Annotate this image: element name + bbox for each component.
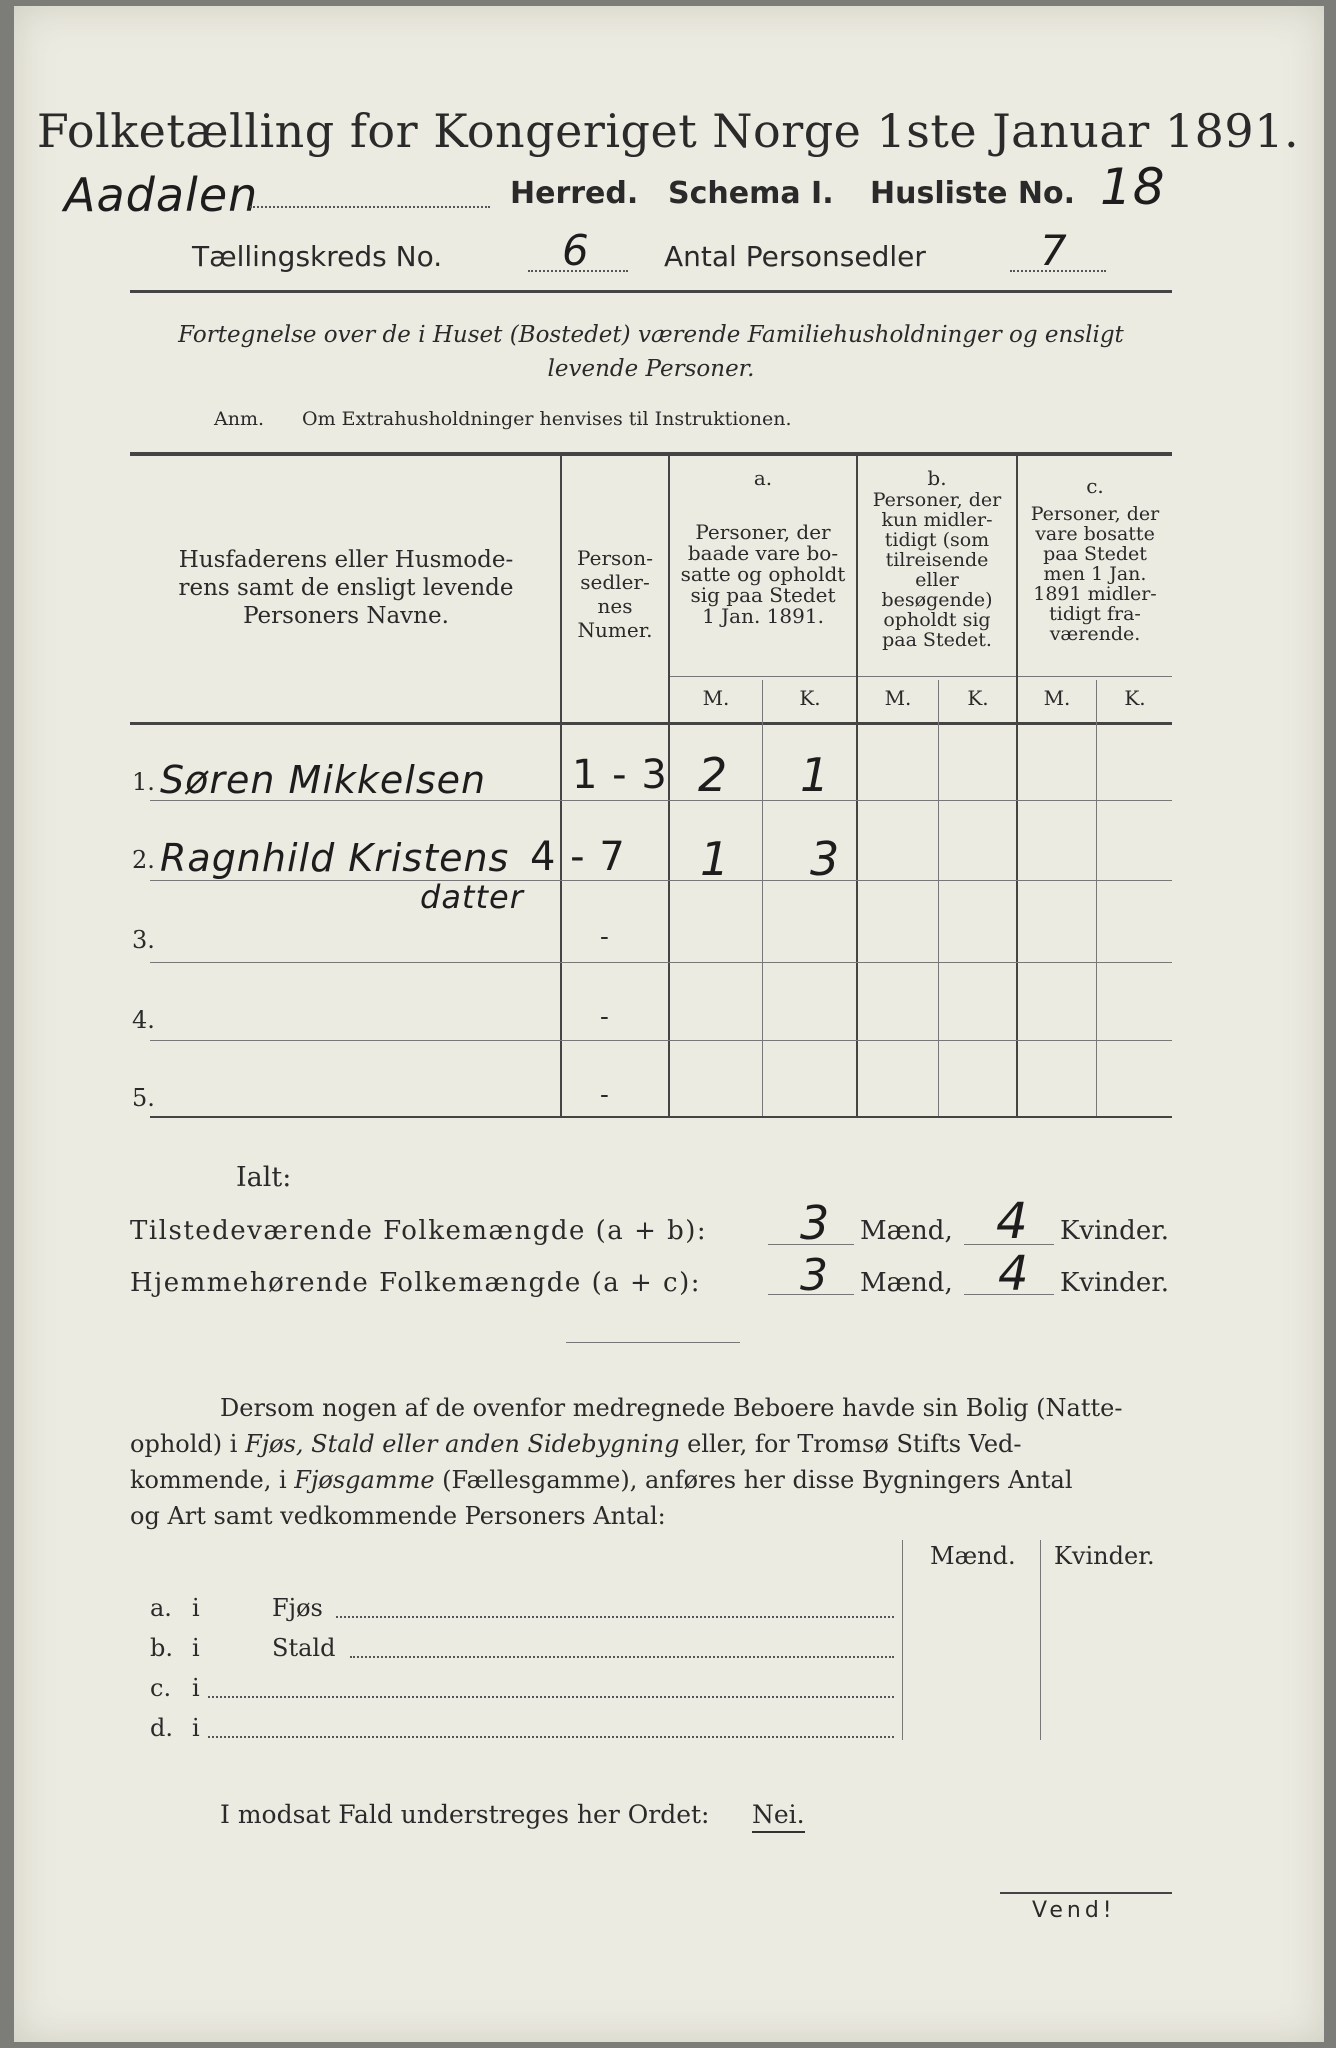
row-name: Søren Mikkelsen — [160, 758, 487, 802]
hjemme-kvinder-value: 4 — [998, 1246, 1030, 1302]
col-header-a-line: satte og opholdt — [680, 562, 846, 586]
antal-label: Antal Personsedler — [664, 240, 926, 273]
col-divider-a-mk — [762, 680, 763, 1116]
col-divider-c-mk — [1096, 680, 1097, 1116]
anm-text: Om Extrahusholdninger henvises til Instruktionen. — [302, 408, 792, 430]
notice-item-dots — [350, 1656, 894, 1658]
col-header-names-line: rens samt de ensligt levende — [178, 575, 514, 601]
col-header-c-line: Personer, der — [1030, 503, 1160, 525]
herred-label: Herred. — [510, 176, 639, 211]
col-header-names-line: Personers Navne. — [243, 603, 449, 629]
tilstede-kvinder-label: Kvinder. — [1060, 1216, 1170, 1246]
row-numer: - — [600, 1002, 609, 1032]
col-header-a — [670, 522, 856, 627]
notice-item-i: i — [192, 1714, 200, 1742]
row-numer: - — [600, 1080, 609, 1110]
hjemme-maend-value: 3 — [800, 1250, 829, 1301]
notice-text-italic: Fjøs, Stald eller anden Sidebygning — [245, 1430, 680, 1458]
col-c-k: K. — [1124, 686, 1146, 710]
notice-item-letter: a. — [150, 1594, 172, 1622]
notice-text: (Fællesgamme), anføres her disse Bygningers Antal — [434, 1466, 1073, 1494]
notice-item-i: i — [192, 1634, 200, 1662]
mk-subheader-rule — [668, 676, 1172, 677]
hjemme-kvinder-line — [964, 1294, 1054, 1295]
antal-number: 7 — [1040, 226, 1068, 275]
col-header-b-line: opholdt sig — [883, 609, 991, 631]
row-number: 1. — [132, 768, 155, 796]
hjemme-maend-line — [768, 1294, 854, 1295]
col-header-names — [140, 546, 552, 630]
notice-text: eller, for Tromsø Stifts Ved- — [679, 1430, 1022, 1458]
col-header-c — [1018, 504, 1172, 644]
tilstede-kvinder-value: 4 — [996, 1192, 1029, 1250]
col-a-k: K. — [799, 686, 821, 710]
row-number: 2. — [132, 846, 155, 874]
notice-item-dots — [208, 1696, 894, 1698]
col-header-b-line: Personer, der — [872, 489, 1002, 511]
row-a-m: 2 — [698, 748, 729, 802]
husliste-label: Husliste No. — [870, 176, 1075, 211]
col-header-b — [858, 490, 1016, 650]
herred-handwritten: Aadalen — [64, 168, 259, 222]
notice-text-italic: Fjøsgamme — [294, 1466, 435, 1494]
row-number: 3. — [132, 926, 155, 954]
tilstede-kvinder-line — [964, 1244, 1054, 1245]
notice-item-letter: c. — [150, 1674, 172, 1702]
col-header-c-line: tidigt fra- — [1049, 603, 1141, 625]
col-header-c-line: værende. — [1049, 623, 1141, 645]
row-a-m: 1 — [700, 832, 731, 886]
col-header-c-line: men 1 Jan. — [1043, 563, 1147, 585]
tilstede-maend-label: Mænd, — [860, 1216, 953, 1246]
vend-rule — [1000, 1892, 1172, 1894]
notice-col-divider-2 — [1040, 1540, 1041, 1740]
row-numer: 4 - 7 — [530, 834, 626, 880]
col-header-a-letter: a. — [753, 466, 773, 490]
notice-item-dots — [208, 1736, 894, 1738]
col-header-numer-line: Numer. — [577, 618, 653, 642]
section-separator — [566, 1342, 740, 1343]
col-b-m: M. — [884, 686, 912, 710]
vend-label: Vend! — [1032, 1898, 1116, 1923]
col-header-b-line: eller — [915, 569, 959, 591]
col-header-numer-line: Person- — [577, 546, 653, 570]
header-divider — [130, 290, 1172, 293]
col-header-a-line: sig paa Stedet — [690, 583, 836, 607]
col-divider-b-mk — [938, 680, 939, 1116]
notice-text: kommende, i — [130, 1466, 295, 1494]
notice-item-i: i — [192, 1674, 200, 1702]
col-header-a-line: baade vare bo- — [687, 541, 839, 565]
row-numer: 1 - 3 — [572, 752, 668, 798]
notice-item-letter: b. — [150, 1634, 173, 1662]
tilstede-maend-line — [768, 1244, 854, 1245]
row-rule-2 — [150, 880, 1172, 881]
notice-kvinder-header: Kvinder. — [1054, 1542, 1155, 1570]
modsat-text: I modsat Fald understreges her Ordet: — [220, 1800, 710, 1829]
anm-label: Anm. — [214, 408, 265, 430]
notice-col-divider-1 — [902, 1540, 903, 1740]
row-name: Ragnhild Kristens — [160, 836, 510, 880]
col-header-b-line: tilreisende — [885, 549, 989, 571]
intro-line-1: Fortegnelse over de i Huset (Bostedet) værende Familiehusholdninger og ensligt — [178, 322, 1124, 348]
col-header-c-line: vare bosatte — [1035, 523, 1155, 545]
row-number: 5. — [132, 1084, 155, 1112]
kreds-label: Tællingskreds No. — [192, 240, 443, 273]
row-name-continuation: datter — [420, 878, 524, 916]
col-header-numer-line: sedler- — [580, 570, 650, 594]
notice-text: ophold) i — [130, 1430, 246, 1458]
col-header-a-line: 1 Jan. 1891. — [702, 604, 824, 628]
form-title: Folketælling for Kongeriget Norge 1ste Januar 1891. — [36, 104, 1300, 158]
ialt-label: Ialt: — [236, 1162, 292, 1193]
notice-line-4: og Art samt vedkommende Personers Antal: — [130, 1502, 666, 1530]
row-rule-4 — [150, 1040, 1172, 1041]
col-header-c-line: 1891 midler- — [1033, 583, 1157, 605]
tilstede-maend-value: 3 — [800, 1196, 831, 1250]
notice-item-i: i — [192, 1594, 200, 1622]
notice-item-letter: d. — [150, 1714, 173, 1742]
notice-line-1: Dersom nogen af de ovenfor medregnede Beboere havde sin Bolig (Natte- — [220, 1394, 1123, 1422]
notice-line-3 — [130, 1466, 1073, 1494]
col-header-names-line: Husfaderens eller Husmode- — [178, 547, 514, 573]
row-a-k: 3 — [810, 832, 841, 886]
col-header-b-line: tidigt (som — [884, 529, 990, 551]
col-header-numer — [562, 546, 668, 642]
col-header-c-line: paa Stedet — [1043, 543, 1147, 565]
husliste-number: 18 — [1100, 158, 1166, 216]
col-header-b-letter: b. — [927, 466, 947, 490]
hjemme-kvinder-label: Kvinder. — [1060, 1268, 1170, 1298]
kreds-number: 6 — [562, 226, 590, 275]
hjemme-maend-label: Mænd, — [860, 1268, 953, 1298]
row-a-k: 1 — [800, 748, 831, 802]
nei-word: Nei. — [752, 1800, 805, 1833]
row-numer: - — [600, 922, 609, 952]
col-a-m: M. — [702, 686, 730, 710]
notice-item-label: Fjøs — [272, 1594, 323, 1622]
col-header-b-line: paa Stedet. — [882, 629, 992, 651]
row-rule-5 — [150, 1116, 1172, 1118]
col-header-b-line: kun midler- — [881, 509, 993, 531]
col-header-numer-line: nes — [597, 594, 633, 618]
col-b-k: K. — [967, 686, 989, 710]
notice-maend-header: Mænd. — [930, 1542, 1016, 1570]
notice-item-dots — [336, 1616, 894, 1618]
col-header-a-line: Personer, der — [695, 520, 831, 544]
tilstede-label: Tilstedeværende Folkemængde (a + b): — [130, 1216, 708, 1246]
col-header-b-line: besøgende) — [881, 589, 993, 611]
intro-line-2: levende Personer. — [547, 356, 755, 382]
col-header-c-letter: c. — [1086, 474, 1104, 498]
herred-dotted-line — [250, 206, 490, 208]
row-number: 4. — [132, 1006, 155, 1034]
notice-line-2 — [130, 1430, 1022, 1458]
col-c-m: M. — [1043, 686, 1071, 710]
notice-item-label: Stald — [272, 1634, 336, 1662]
row-rule-3 — [150, 962, 1172, 963]
hjemme-label: Hjemmehørende Folkemængde (a + c): — [130, 1268, 701, 1298]
schema-label: Schema I. — [668, 176, 834, 211]
